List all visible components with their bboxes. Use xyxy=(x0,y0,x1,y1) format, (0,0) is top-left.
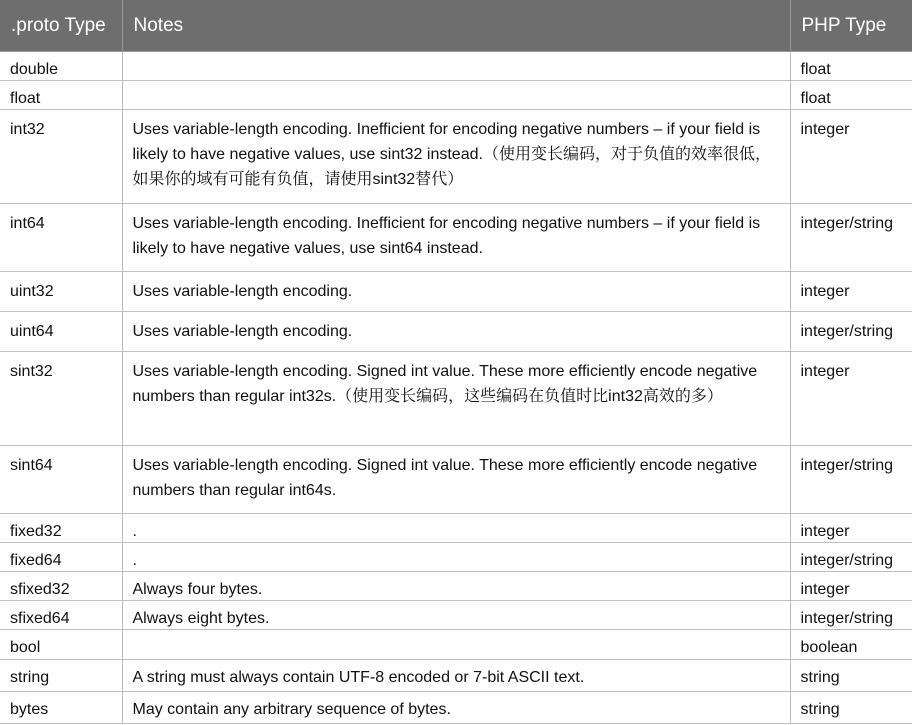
proto-type-cell: sfixed32 xyxy=(0,572,122,601)
table-row xyxy=(0,660,912,692)
proto-type-cell: string xyxy=(0,660,122,692)
php-type-cell: integer/string xyxy=(790,543,912,572)
proto-type-cell: double xyxy=(0,52,122,81)
notes-cell: Uses variable-length encoding. Signed int value. These more efficiently encode negative numbers than regular int32s.（使用变长编码，这些编码在负值时比int32高效的多） xyxy=(122,352,790,446)
proto-type-cell: sfixed64 xyxy=(0,601,122,630)
notes-cell: Always four bytes. xyxy=(122,572,790,601)
table-row xyxy=(0,272,912,312)
proto-type-cell: bool xyxy=(0,630,122,660)
proto-type-cell: fixed32 xyxy=(0,514,122,543)
table-row xyxy=(0,514,912,543)
header-row xyxy=(0,0,912,52)
notes-cell: Uses variable-length encoding. Signed int value. These more efficiently encode negative numbers than regular int64s. xyxy=(122,446,790,514)
table-row xyxy=(0,352,912,446)
notes-cell: May contain any arbitrary sequence of bytes. xyxy=(122,692,790,724)
table-row xyxy=(0,446,912,514)
header-php-type: PHP Type xyxy=(790,0,912,52)
notes-cell: Always eight bytes. xyxy=(122,601,790,630)
table-row xyxy=(0,572,912,601)
table-row xyxy=(0,110,912,204)
header-proto-type: .proto Type xyxy=(0,0,122,52)
php-type-cell: integer xyxy=(790,572,912,601)
proto-type-cell: int32 xyxy=(0,110,122,204)
table-row xyxy=(0,81,912,110)
notes-cell: Uses variable-length encoding. xyxy=(122,312,790,352)
proto-type-cell: bytes xyxy=(0,692,122,724)
notes-cell: A string must always contain UTF-8 encoded or 7-bit ASCII text. xyxy=(122,660,790,692)
table-row xyxy=(0,630,912,660)
proto-type-cell: uint32 xyxy=(0,272,122,312)
php-type-cell: integer/string xyxy=(790,601,912,630)
table-row xyxy=(0,543,912,572)
header-notes: Notes xyxy=(122,0,790,52)
proto-type-cell: float xyxy=(0,81,122,110)
php-type-cell: integer/string xyxy=(790,312,912,352)
php-type-cell: string xyxy=(790,692,912,724)
php-type-cell: float xyxy=(790,52,912,81)
proto-type-cell: sint64 xyxy=(0,446,122,514)
proto-type-cell: uint64 xyxy=(0,312,122,352)
notes-cell: Uses variable-length encoding. xyxy=(122,272,790,312)
php-type-cell: integer xyxy=(790,514,912,543)
notes-cell xyxy=(122,630,790,660)
php-type-cell: integer xyxy=(790,110,912,204)
php-type-cell: string xyxy=(790,660,912,692)
php-type-cell: integer xyxy=(790,352,912,446)
table-row xyxy=(0,204,912,272)
php-type-cell: integer xyxy=(790,272,912,312)
notes-cell: Uses variable-length encoding. Inefficient for encoding negative numbers – if your field is likely to have negative values, use sint64 instead. xyxy=(122,204,790,272)
table-row xyxy=(0,601,912,630)
proto-type-cell: sint32 xyxy=(0,352,122,446)
notes-cell: . xyxy=(122,514,790,543)
php-type-cell: integer/string xyxy=(790,204,912,272)
notes-cell: . xyxy=(122,543,790,572)
notes-cell: Uses variable-length encoding. Inefficient for encoding negative numbers – if your field is likely to have negative values, use sint32 instead.（使用变长编码，对于负值的效率很低，如果你的域有可能有负值，请使用sint32替代） xyxy=(122,110,790,204)
notes-cell xyxy=(122,52,790,81)
php-type-cell: integer/string xyxy=(790,446,912,514)
table-row xyxy=(0,52,912,81)
notes-cell xyxy=(122,81,790,110)
proto-type-cell: int64 xyxy=(0,204,122,272)
table-row xyxy=(0,692,912,724)
php-type-cell: float xyxy=(790,81,912,110)
php-type-cell: boolean xyxy=(790,630,912,660)
proto-type-cell: fixed64 xyxy=(0,543,122,572)
table-row xyxy=(0,312,912,352)
